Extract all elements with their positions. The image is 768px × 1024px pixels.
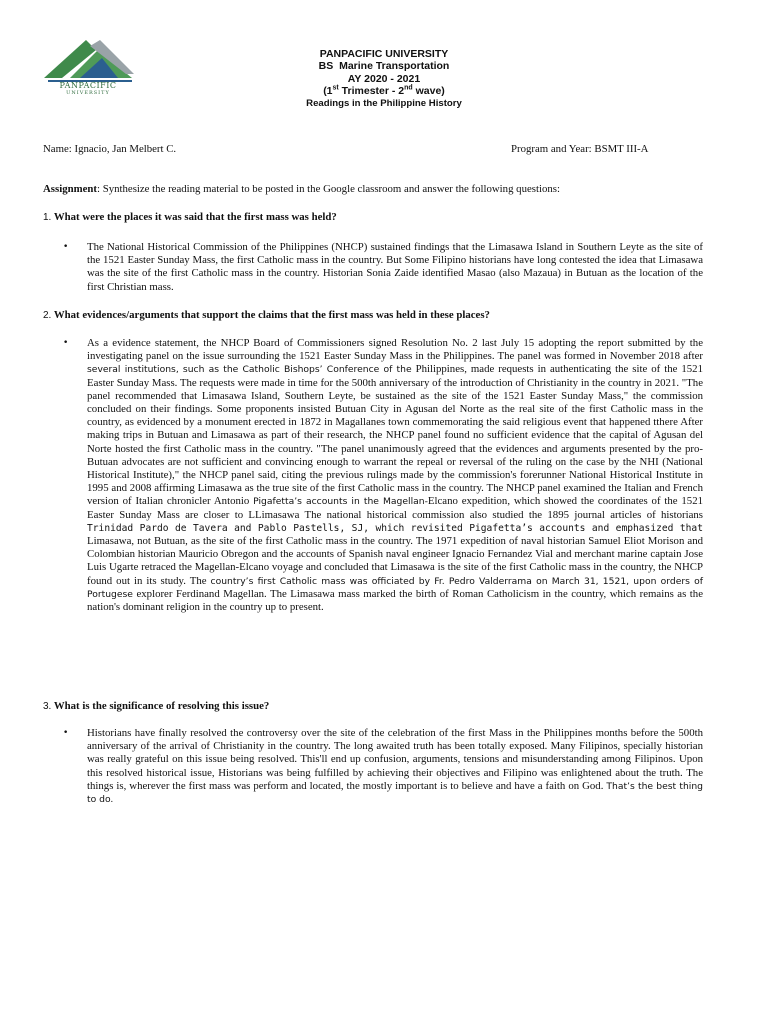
- question-1: [43, 211, 337, 223]
- answer-text: As a evidence statement, the NHCP Board of Commissioners signed Resolution No. 2 last July 15 adopting the report submitted by the investigating panel on the issue surrounding the 1521 Easter Sunday Mass in the Philippines. The panel was formed in November 2018 after several institutions, such as the Catholic Bishops’ Conference of the Philippines, made requests in authenticating the site of the 1521 Easter Sunday Mass. The requests were made in time for the 500th anniversary of the introduction of Christianity in the country in 2021. "The panel recommended that Limasawa Island, Southern Leyte, be sustained as the site of the 1521 Easter Sunday Mass," the commission concluded on their findings. Some proponents insisted Butuan City in Agusan del Norte as the real site of the first Catholic mass in the country, as evidenced by a monument erected in 1872 in Magallanes town commemorating the said religious event that happened tthere After making trips in Butuan and Limasawa as part of their research, the NHCP panel found no sufficient evidence that the capital of Agusan del Norte hosted the first Catholic mass in the country. "The panel unanimously agreed that the evidences and arguments presented by the pro-Butuan advocates are not sufficient and convincing enough to warrant the repeal or reversal of the ruling on the case by the NHI (National Historical Institute)," the NHCP panel said, citing the previous rulings made by the commission's forerunner National Historical Institute in 1995 and 2008 affirming Limasawa as the true site of the first Catholic mass in the country. The NHCP panel examined the Italian and French version of Italian chronicler Antonio Pigafetta’s accounts in the Magellan-Elcano expedition, which showed the coordinates of the 1521 Easter Sunday Mass are closer to LLimasawa The national historical commission also studied the 1895 journal articles of historians Trinidad Pardo de Tavera and Pablo Pastells, SJ, which revisited Pigafetta’s accounts and emphasized that Limasawa, not Butuan, as the site of the first Catholic mass in the country. The 1971 expedition of naval historian Samuel Eliot Morison and Colombian historian Mauricio Obregon and the accounts of Spanish naval engineer Ignacio Fernandez Vial and merchant marine captain Jose Luis Ugarte retraced the Magellan-Elcano voyage and concluded that Limasawa is the site of the first Catholic mass in the country, the NHCP found out in its study. The country’s first Catholic mass was officiated by Fr. Pedro Valderrama on March 31, 1521, upon orders of Portugese explorer Ferdinand Magellan. The Limasawa mass marked the birth of Roman Catholicism in the country, which remains as the nation's dominant religion in the country up to present.: [87, 337, 703, 614]
- answer-1: [63, 241, 703, 294]
- assignment-instructions: [43, 183, 733, 195]
- bullet-icon: •: [63, 242, 69, 252]
- question-text: What evidences/arguments that support the claims that the first mass was held in these places?: [53, 309, 490, 321]
- course-title: Readings in the Philippine History: [306, 97, 462, 109]
- answer-3: [63, 727, 703, 806]
- program-and-year: Program and Year: BSMT III-A: [511, 143, 649, 155]
- assignment-label: Assignment: [43, 183, 97, 195]
- program-title: BS Marine Transportation: [318, 60, 450, 73]
- question-text: What is the significance of resolving this issue?: [53, 700, 270, 712]
- bullet-icon: •: [63, 338, 69, 348]
- question-number: 3.: [43, 701, 52, 712]
- logo-name: PANPACIFIC: [59, 81, 117, 90]
- assignment-text: : Synthesize the reading material to be posted in the Google classroom and answer the following questions:: [97, 183, 560, 195]
- logo-subtitle: UNIVERSITY: [66, 90, 110, 96]
- question-2: [43, 309, 490, 321]
- bullet-icon: •: [63, 728, 69, 738]
- answer-text: The National Historical Commission of the Philippines (NHCP) sustained findings that the Limasawa Island in Southern Leyte as the site of the 1521 Easter Sunday Mass, the first Catholic mass in the country. But Some Filipino historians have long contested the idea that Limasawa was the site of the first Catholic mass in the country. Historian Sonia Zaide identified Masao (also Mazaua) in Butuan as the location of the first Christian mass.: [87, 241, 703, 293]
- question-3: [43, 700, 269, 712]
- question-number: 2.: [43, 310, 52, 321]
- question-text: What were the places it was said that the first mass was held?: [53, 211, 337, 223]
- student-name: Name: Ignacio, Jan Melbert C.: [43, 143, 177, 155]
- university-title: PANPACIFIC UNIVERSITY: [319, 48, 449, 60]
- answer-2: [63, 337, 703, 614]
- trimester-line: (1st Trimester - 2nd wave): [323, 84, 445, 98]
- document-header: [0, 48, 768, 110]
- academic-year: AY 2020 - 2021: [347, 72, 421, 85]
- answer-text: Historians have finally resolved the controversy over the site of the celebration of the first Mass in the Philippines months before the 500th anniversary of the arrival of Christianity in the country. The long awaited truth has been totally exposed. Many Filipinos, specially historian was really grateful on this issue being resolved. This'll end up confusion, arguments, tensions and misunderstanding among Filipinos. Upon this resolved historical issue, Historians was being fulfilled by achieving their objectives and Filipino was enlightened about the truth. The things is, wherever the first mass was perform and located, the mostly important is to believe and have a faith on God. That’s the best thing to do.: [87, 727, 703, 806]
- question-number: 1.: [43, 212, 52, 223]
